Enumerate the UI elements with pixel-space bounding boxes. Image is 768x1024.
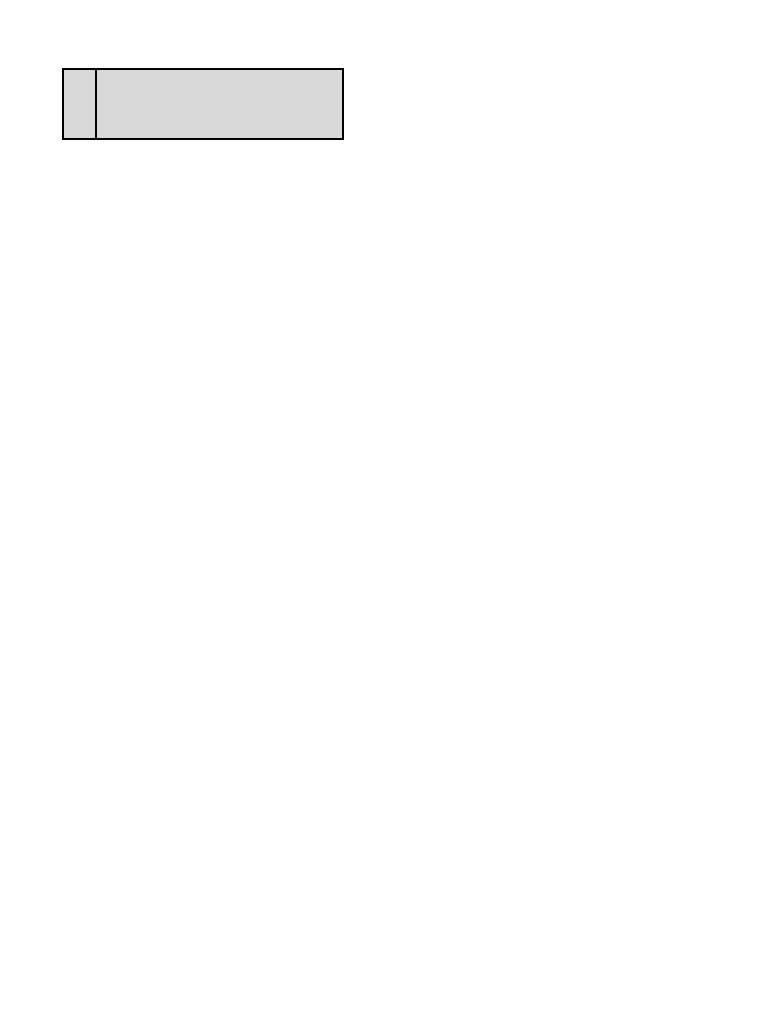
- parameter-table: [62, 68, 344, 948]
- group-cobie-parameters: [62, 68, 344, 70]
- header-group-column: [64, 70, 97, 138]
- header-title: [97, 70, 342, 138]
- table-header: [62, 68, 344, 140]
